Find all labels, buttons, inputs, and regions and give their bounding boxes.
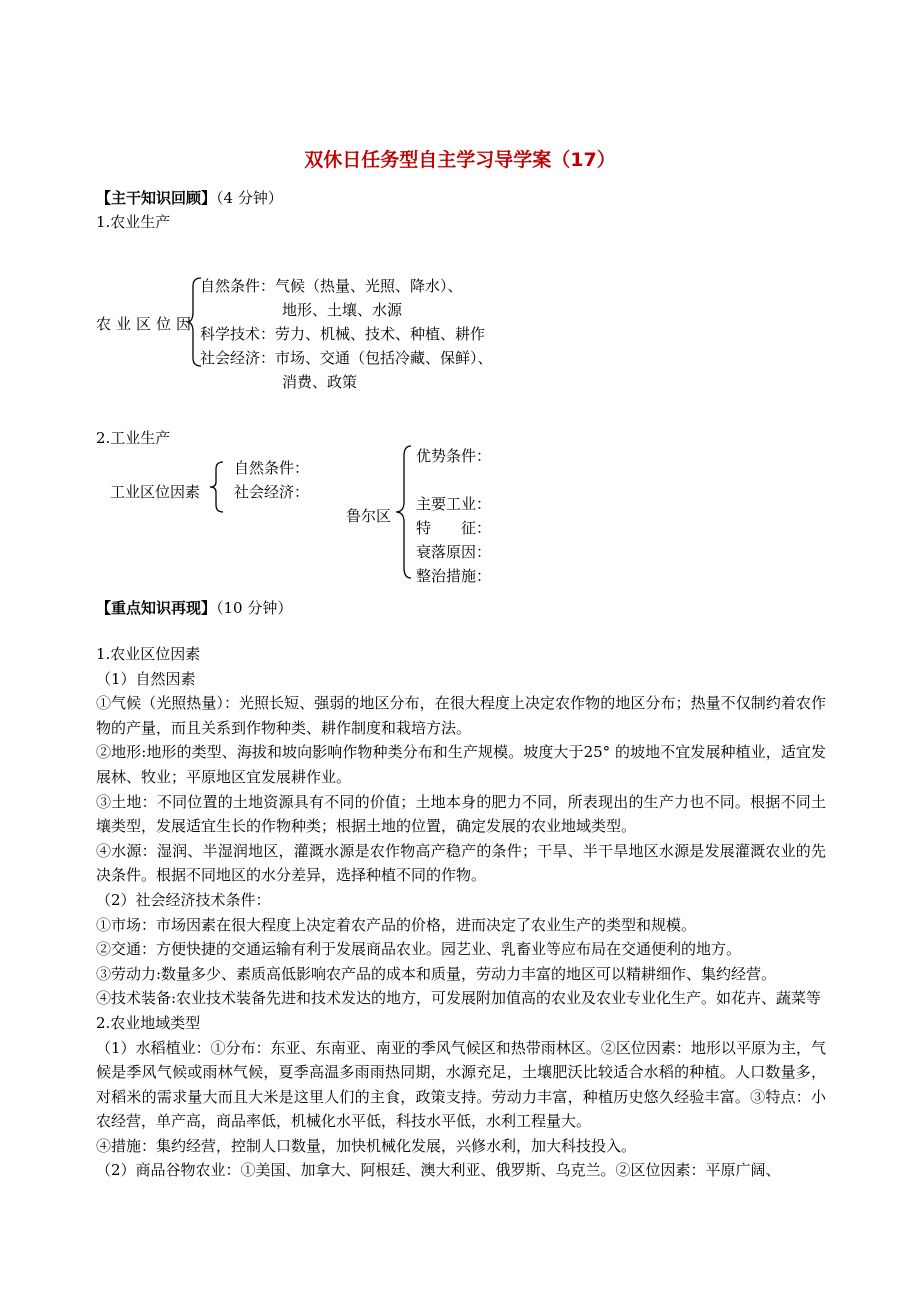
- ruhr-brace: [394, 444, 414, 580]
- paragraph: （1）自然因素: [96, 669, 196, 688]
- ind-item-natural: 自然条件：: [234, 459, 310, 477]
- ruhr-item-advantage: 优势条件：: [416, 447, 492, 465]
- review-time: （4 分钟）: [216, 189, 283, 207]
- ind-item-social: 社会经济：: [234, 483, 310, 501]
- agri-line-social: 社会经济：市场、交通（包括冷藏、保鲜）、: [200, 349, 493, 367]
- key-header: [96, 598, 292, 618]
- paragraph: ④水源：湿润、半湿润地区，灌溉水源是农作物高产稳产的条件；干旱、半干旱地区水源是发展灌溉农业的先决条件。根据不同地区的水分差异，选择种植不同的作物。: [96, 841, 826, 885]
- ruhr-root-label: 鲁尔区: [346, 507, 392, 525]
- key-body: [96, 642, 826, 1183]
- paragraph: ④技术装备:农业技术装备先进和技术发达的地方，可发展附加值高的农业及农业专业化生产。如花卉、蔬菜等: [96, 989, 822, 1008]
- paragraph: 1.农业区位因素: [96, 645, 201, 663]
- paragraph: ①气候（光照热量）：光照长短、强弱的地区分布，在很大程度上决定农作物的地区分布；热量不仅制约着农作物的产量，而且关系到作物种类、耕作制度和栽培方法。: [96, 694, 826, 737]
- review-heading: 【主干知识回顾】: [96, 189, 217, 207]
- ruhr-item-measures: 整治措施：: [416, 567, 492, 585]
- agri-line-tech: 科学技术：劳力、机械、技术、种植、耕作: [200, 325, 486, 343]
- paragraph: 2.农业地域类型: [96, 1013, 201, 1032]
- review-header: [96, 188, 283, 208]
- key-heading: 【重点知识再现】: [96, 599, 217, 617]
- agri-line-natural-cont: 地形、土壤、水源: [282, 301, 403, 319]
- section-industry-title: 2.工业生产: [96, 429, 171, 447]
- ruhr-item-feature: 特 征：: [416, 519, 492, 537]
- paragraph: （2）商品谷物农业：①美国、加拿大、阿根廷、澳大利亚、俄罗斯、乌克兰。②区位因素：平原广阔、: [96, 1161, 781, 1180]
- agri-line-social-cont: 消费、政策: [282, 373, 358, 391]
- ind-brace: [208, 460, 226, 514]
- ind-root-label: 工业区位因素: [110, 483, 201, 501]
- paragraph: ③劳动力:数量多少、素质高低影响农产品的成本和质量，劳动力丰富的地区可以精耕细作、集约经营。: [96, 964, 777, 983]
- paragraph: ①市场：市场因素在很大程度上决定着农产品的价格，进而决定了农业生产的类型和规模。: [96, 915, 697, 934]
- paragraph: ②地形:地形的类型、海拔和坡向影响作物种类分布和生产规模。坡度大于25° 的坡地不宜发展种植业，适宜发展林、牧业；平原地区宜发展耕作业。: [96, 743, 826, 786]
- section-agriculture-title: 1.农业生产: [96, 213, 171, 231]
- paragraph: （1）水稻植业：①分布：东亚、东南亚、南亚的季风气候区和热带雨林区。②区位因素：地形以平原为主，气候是季风气候或雨林气候，夏季高温多雨雨热同期，水源充足，土壤肥沃比较适合水稻的种植。人口数量多，对稻米的需求量大而且大米是这里人们的主食，政策支持。劳动力丰富，种植历史悠久经验丰富。③特点：小农经营，单产高，商品率低，机械化水平低，科技水平低，水利工程量大。: [96, 1038, 826, 1131]
- ruhr-item-industry: 主要工业：: [416, 495, 492, 513]
- key-time: （10 分钟）: [216, 599, 293, 617]
- agri-line-natural: 自然条件：气候（热量、光照、降水）、: [200, 277, 463, 295]
- ruhr-item-decline: 衰落原因：: [416, 543, 492, 561]
- paragraph: ④措施：集约经营，控制人口数量，加快机械化发展，兴修水利，加大科技投入。: [96, 1136, 637, 1155]
- paragraph: （2）社会经济技术条件：: [96, 890, 271, 909]
- agri-root-label: 农业区位因: [96, 315, 197, 333]
- paragraph: ③土地：不同位置的土地资源具有不同的价值；土地本身的肥力不同，所表现出的生产力也不同。根据不同土壤类型，发展适宜生长的作物种类；根据土地的位置，确定发展的农业地域类型。: [96, 792, 826, 836]
- page-title: 双休日任务型自主学习导学案（17）: [304, 149, 616, 171]
- paragraph: ②交通：方便快捷的交通运输有利于发展商品农业。园艺业、乳畜业等应布局在交通便利的地方。: [96, 940, 742, 959]
